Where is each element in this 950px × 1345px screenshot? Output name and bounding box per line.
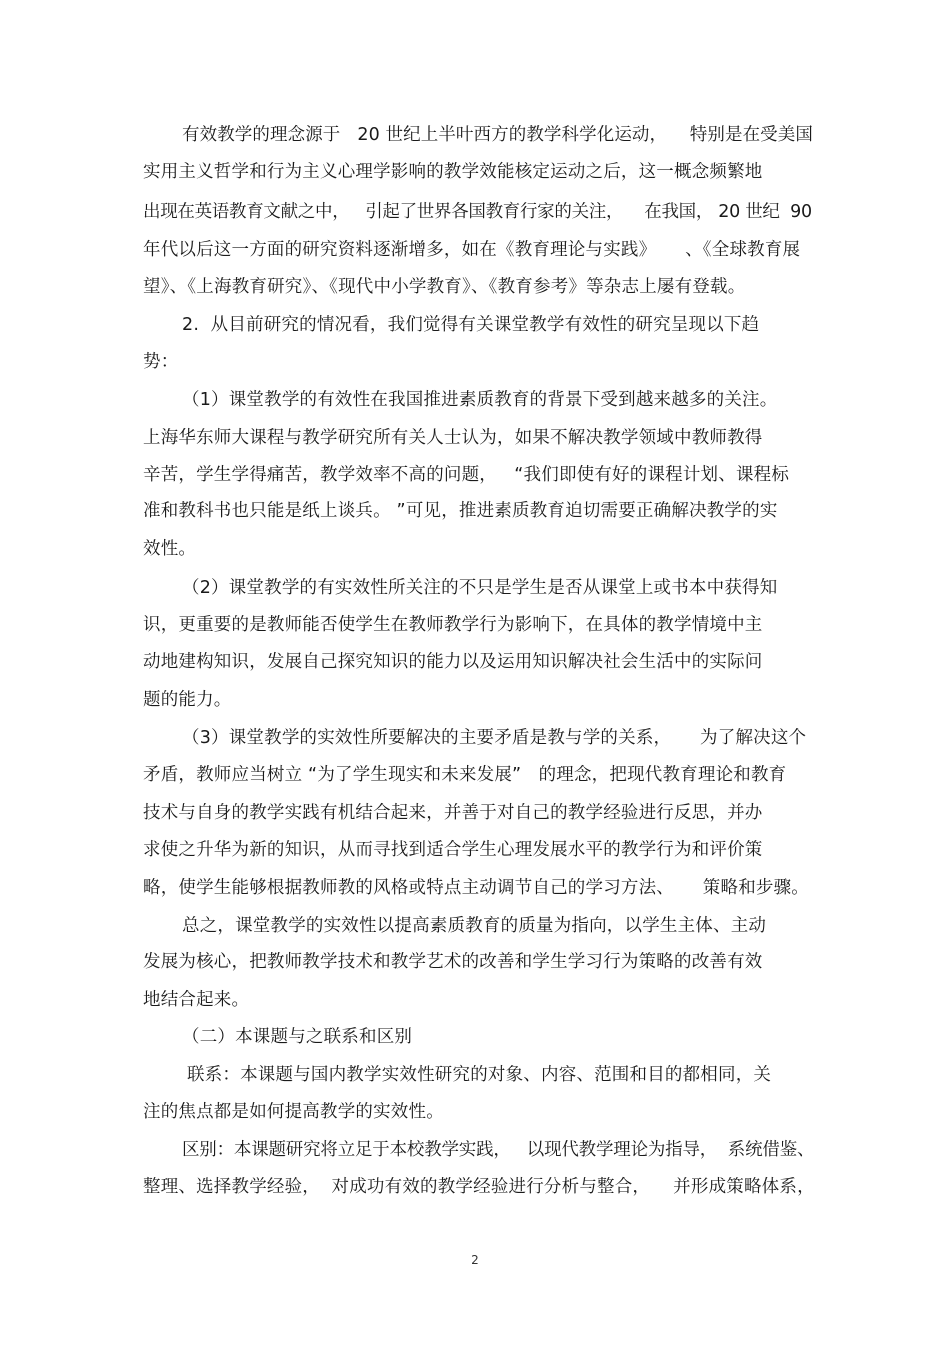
text-line: 效性。 (143, 539, 197, 559)
text-line: 略，使学生能够根据教师教的风格或特点主动调节自己的学习方法、 策略和步骤。 (143, 878, 810, 898)
text-line: 上海华东师大课程与教学研究所有关人士认为，如果不解决教学领域中教师教得 (143, 428, 763, 448)
text-line: 准和教科书也只能是纸上谈兵。 ”可见，推进素质教育迫切需要正确解决教学的实 (143, 501, 778, 521)
text-line: 2. 从目前研究的情况看，我们觉得有关课堂教学有效性的研究呈现以下趋 (182, 315, 760, 335)
text-line: 总之，课堂教学的实效性以提高素质教育的质量为指向，以学生主体、主动 (182, 916, 767, 936)
text-line: 求使之升华为新的知识，从而寻找到适合学生心理发展水平的教学行为和评价策 (143, 840, 763, 860)
text-line: （1）课堂教学的有效性在我国推进素质教育的背景下受到越来越多的关注。 (182, 390, 778, 410)
text-line: 识，更重要的是教师能否使学生在教师教学行为影响下，在具体的教学情境中主 (143, 615, 763, 635)
text-line: 出现在英语教育文献之中， 引起了世界各国教育行家的关注， 在我国， 20 世纪 90 (143, 202, 812, 222)
text-line: 地结合起来。 (143, 990, 250, 1010)
text-line: 势： (143, 352, 179, 372)
text-line: 题的能力。 (143, 690, 232, 710)
text-line: 整理、选择教学经验， 对成功有效的教学经验进行分析与整合， 并形成策略体系， (143, 1177, 815, 1197)
text-line: 望》、《上海教育研究》、《现代中小学教育》、《教育参考》等杂志上屡有登载。 (143, 277, 746, 297)
text-line: 实用主义哲学和行为主义心理学影响的教学效能核定运动之后，这一概念频繁地 (143, 162, 763, 182)
text-line: 动地建构知识，发展自己探究知识的能力以及运用知识解决社会生活中的实际问 (143, 652, 763, 672)
text-line: （3）课堂教学的实效性所要解决的主要矛盾是教与学的关系， 为了解决这个 (182, 728, 807, 748)
text-line: 注的焦点都是如何提高教学的实效性。 (143, 1102, 444, 1122)
text-line: 矛盾，教师应当树立 “为了学生现实和未来发展” 的理念，把现代教育理论和教育 (143, 765, 787, 785)
text-line: 区别：本课题研究将立足于本校教学实践， 以现代教学理论为指导， 系统借鉴、 (182, 1140, 815, 1160)
text-line: 联系：本课题与国内教学实效性研究的对象、内容、范围和目的都相同，关 (187, 1065, 772, 1085)
text-line: 辛苦，学生学得痛苦，教学效率不高的问题， “我们即使有好的课程计划、课程标 (143, 465, 790, 485)
page-number: 2 (471, 1253, 479, 1267)
text-line: 发展为核心，把教师教学技术和教学艺术的改善和学生学习行为策略的改善有效 (143, 952, 763, 972)
section-heading: （二）本课题与之联系和区别 (182, 1027, 413, 1047)
text-line: （2）课堂教学的有实效性所关注的不只是学生是否从课堂上或书本中获得知 (182, 578, 778, 598)
text-line: 技术与自身的教学实践有机结合起来，并善于对自己的教学经验进行反思，并办 (143, 803, 763, 823)
text-line: 年代以后这一方面的研究资料逐渐增多，如在《教育理论与实践》 、《全球教育展 (143, 240, 801, 260)
text-line: 有效教学的理念源于 20 世纪上半叶西方的教学科学化运动， 特别是在受美国 (182, 125, 813, 145)
